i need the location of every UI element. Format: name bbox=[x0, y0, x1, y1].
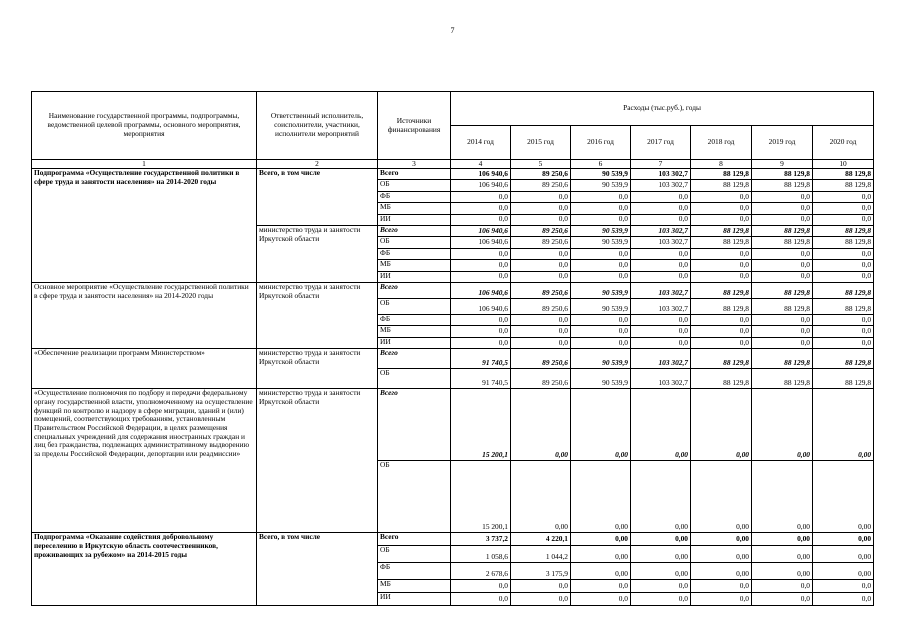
source-cell: ИИ bbox=[378, 271, 451, 282]
value-cell: 88 129,8 bbox=[691, 169, 752, 180]
value-cell: 0,00 bbox=[571, 389, 631, 461]
value-cell: 0,0 bbox=[511, 191, 571, 202]
value-cell: 0,0 bbox=[631, 314, 691, 325]
table-row bbox=[32, 169, 874, 180]
column-index-row bbox=[32, 160, 874, 169]
responsible-cell: министерство труда и занятости Иркутской области bbox=[257, 349, 378, 389]
value-cell: 0,0 bbox=[631, 203, 691, 214]
value-cell: 106 940,6 bbox=[451, 237, 511, 248]
value-cell: 90 539,9 bbox=[571, 298, 631, 314]
source-cell: ОБ bbox=[378, 369, 451, 389]
value-cell: 0,00 bbox=[631, 461, 691, 533]
value-cell: 0,00 bbox=[691, 533, 752, 546]
value-cell: 103 302,7 bbox=[631, 369, 691, 389]
value-cell: 0,0 bbox=[571, 248, 631, 259]
value-cell: 0,0 bbox=[451, 260, 511, 271]
value-cell: 0,0 bbox=[691, 214, 752, 225]
source-cell: ФБ bbox=[378, 314, 451, 325]
value-cell: 0,0 bbox=[451, 203, 511, 214]
value-cell: 106 940,6 bbox=[451, 225, 511, 236]
value-cell: 88 129,8 bbox=[752, 180, 813, 191]
value-cell: 0,00 bbox=[631, 533, 691, 546]
value-cell: 0,0 bbox=[752, 214, 813, 225]
value-cell: 88 129,8 bbox=[813, 349, 874, 369]
value-cell: 89 250,6 bbox=[511, 169, 571, 180]
value-cell: 103 302,7 bbox=[631, 282, 691, 298]
value-cell: 89 250,6 bbox=[511, 298, 571, 314]
source-cell: ИИ bbox=[378, 337, 451, 348]
responsible-cell: министерство труда и занятости Иркутской области bbox=[257, 282, 378, 348]
value-cell: 89 250,6 bbox=[511, 237, 571, 248]
value-cell: 0,0 bbox=[511, 203, 571, 214]
value-cell: 0,0 bbox=[631, 271, 691, 282]
value-cell: 0,0 bbox=[813, 248, 874, 259]
column-index: 5 bbox=[511, 160, 571, 169]
value-cell: 0,0 bbox=[813, 593, 874, 606]
table-body bbox=[32, 169, 874, 606]
value-cell: 0,0 bbox=[511, 326, 571, 337]
header-responsible: Ответственный исполнитель, соисполнители, участники, исполнители мероприятий bbox=[257, 92, 378, 160]
value-cell: 0,0 bbox=[571, 593, 631, 606]
value-cell: 0,00 bbox=[752, 546, 813, 563]
value-cell: 0,0 bbox=[451, 593, 511, 606]
value-cell: 0,0 bbox=[813, 314, 874, 325]
value-cell: 0,0 bbox=[752, 314, 813, 325]
value-cell: 0,0 bbox=[752, 326, 813, 337]
source-cell: Всего bbox=[378, 533, 451, 546]
source-cell: МБ bbox=[378, 326, 451, 337]
source-cell: МБ bbox=[378, 260, 451, 271]
value-cell: 90 539,9 bbox=[571, 180, 631, 191]
value-cell: 0,0 bbox=[813, 214, 874, 225]
header-year: 2018 год bbox=[691, 126, 752, 160]
value-cell: 0,0 bbox=[691, 337, 752, 348]
value-cell: 0,00 bbox=[631, 563, 691, 580]
value-cell: 0,00 bbox=[571, 461, 631, 533]
source-cell: Всего bbox=[378, 169, 451, 180]
value-cell: 0,0 bbox=[752, 337, 813, 348]
value-cell: 106 940,6 bbox=[451, 282, 511, 298]
value-cell: 0,0 bbox=[752, 248, 813, 259]
value-cell: 0,0 bbox=[451, 248, 511, 259]
source-cell: ФБ bbox=[378, 563, 451, 580]
value-cell: 89 250,6 bbox=[511, 369, 571, 389]
value-cell: 3 175,9 bbox=[511, 563, 571, 580]
source-cell: ОБ bbox=[378, 461, 451, 533]
value-cell: 90 539,9 bbox=[571, 282, 631, 298]
value-cell: 0,0 bbox=[451, 314, 511, 325]
value-cell: 90 539,9 bbox=[571, 349, 631, 369]
value-cell: 0,0 bbox=[631, 191, 691, 202]
value-cell: 88 129,8 bbox=[813, 369, 874, 389]
value-cell: 0,0 bbox=[691, 271, 752, 282]
value-cell: 103 302,7 bbox=[631, 169, 691, 180]
value-cell: 0,0 bbox=[511, 214, 571, 225]
value-cell: 0,0 bbox=[451, 271, 511, 282]
value-cell: 0,0 bbox=[511, 580, 571, 593]
source-cell: Всего bbox=[378, 349, 451, 369]
value-cell: 88 129,8 bbox=[813, 169, 874, 180]
value-cell: 0,0 bbox=[511, 271, 571, 282]
source-cell: ФБ bbox=[378, 248, 451, 259]
column-index: 3 bbox=[378, 160, 451, 169]
value-cell: 88 129,8 bbox=[691, 237, 752, 248]
source-cell: ФБ bbox=[378, 191, 451, 202]
value-cell: 0,0 bbox=[451, 580, 511, 593]
value-cell: 0,00 bbox=[813, 563, 874, 580]
value-cell: 0,0 bbox=[571, 326, 631, 337]
value-cell: 1 058,6 bbox=[451, 546, 511, 563]
column-index: 1 bbox=[32, 160, 257, 169]
value-cell: 2 678,6 bbox=[451, 563, 511, 580]
value-cell: 88 129,8 bbox=[691, 298, 752, 314]
value-cell: 0,00 bbox=[631, 546, 691, 563]
value-cell: 1 044,2 bbox=[511, 546, 571, 563]
value-cell: 0,0 bbox=[631, 337, 691, 348]
value-cell: 0,00 bbox=[511, 461, 571, 533]
value-cell: 0,0 bbox=[752, 271, 813, 282]
value-cell: 89 250,6 bbox=[511, 282, 571, 298]
source-cell: Всего bbox=[378, 225, 451, 236]
value-cell: 0,0 bbox=[813, 260, 874, 271]
value-cell: 0,0 bbox=[511, 314, 571, 325]
value-cell: 88 129,8 bbox=[813, 180, 874, 191]
value-cell: 0,0 bbox=[571, 337, 631, 348]
value-cell: 91 740,5 bbox=[451, 369, 511, 389]
value-cell: 0,0 bbox=[691, 203, 752, 214]
value-cell: 88 129,8 bbox=[813, 225, 874, 236]
value-cell: 0,00 bbox=[571, 563, 631, 580]
value-cell: 0,00 bbox=[631, 389, 691, 461]
value-cell: 15 200,1 bbox=[451, 389, 511, 461]
value-cell: 88 129,8 bbox=[752, 298, 813, 314]
value-cell: 0,0 bbox=[813, 337, 874, 348]
value-cell: 0,0 bbox=[691, 248, 752, 259]
value-cell: 0,0 bbox=[451, 337, 511, 348]
source-cell: ОБ bbox=[378, 298, 451, 314]
value-cell: 88 129,8 bbox=[691, 369, 752, 389]
column-index: 10 bbox=[813, 160, 874, 169]
value-cell: 0,0 bbox=[511, 593, 571, 606]
table-row bbox=[32, 389, 874, 461]
responsible-cell: Всего, в том числе bbox=[257, 533, 378, 606]
value-cell: 0,0 bbox=[631, 580, 691, 593]
value-cell: 0,0 bbox=[813, 271, 874, 282]
table-row bbox=[32, 533, 874, 546]
header-year: 2020 год bbox=[813, 126, 874, 160]
value-cell: 88 129,8 bbox=[813, 282, 874, 298]
value-cell: 88 129,8 bbox=[752, 282, 813, 298]
value-cell: 0,00 bbox=[813, 533, 874, 546]
value-cell: 106 940,6 bbox=[451, 169, 511, 180]
column-index: 2 bbox=[257, 160, 378, 169]
column-index: 4 bbox=[451, 160, 511, 169]
value-cell: 0,0 bbox=[813, 580, 874, 593]
source-cell: ИИ bbox=[378, 593, 451, 606]
value-cell: 0,0 bbox=[631, 326, 691, 337]
value-cell: 0,0 bbox=[571, 203, 631, 214]
value-cell: 0,0 bbox=[571, 260, 631, 271]
value-cell: 103 302,7 bbox=[631, 237, 691, 248]
value-cell: 0,0 bbox=[752, 580, 813, 593]
value-cell: 0,0 bbox=[451, 214, 511, 225]
responsible-cell: министерство труда и занятости Иркутской области bbox=[257, 225, 378, 282]
value-cell: 0,0 bbox=[752, 203, 813, 214]
header-year: 2019 год bbox=[752, 126, 813, 160]
value-cell: 0,00 bbox=[571, 533, 631, 546]
column-index: 9 bbox=[752, 160, 813, 169]
value-cell: 91 740,5 bbox=[451, 349, 511, 369]
value-cell: 0,0 bbox=[691, 314, 752, 325]
value-cell: 0,0 bbox=[631, 214, 691, 225]
value-cell: 0,0 bbox=[691, 580, 752, 593]
header-sources: Источники финансирования bbox=[378, 92, 451, 160]
row-name-cell: Подпрограмма «Оказание содействия добровольному переселению в Иркутскую область соотечественников, проживающих за рубежом» на 2014-2015 годы bbox=[32, 533, 257, 606]
budget-table bbox=[31, 91, 874, 606]
source-cell: МБ bbox=[378, 203, 451, 214]
value-cell: 88 129,8 bbox=[752, 169, 813, 180]
value-cell: 0,0 bbox=[571, 580, 631, 593]
header-year: 2015 год bbox=[511, 126, 571, 160]
value-cell: 0,0 bbox=[691, 260, 752, 271]
value-cell: 89 250,6 bbox=[511, 349, 571, 369]
column-index: 6 bbox=[571, 160, 631, 169]
value-cell: 88 129,8 bbox=[752, 349, 813, 369]
row-name-cell: Подпрограмма «Осуществление государственной политики в сфере труда и занятости населения» на 2014-2020 годы bbox=[32, 169, 257, 283]
source-cell: ИИ bbox=[378, 214, 451, 225]
value-cell: 0,0 bbox=[813, 203, 874, 214]
value-cell: 90 539,9 bbox=[571, 225, 631, 236]
column-index: 8 bbox=[691, 160, 752, 169]
value-cell: 88 129,8 bbox=[691, 225, 752, 236]
value-cell: 0,0 bbox=[631, 260, 691, 271]
value-cell: 103 302,7 bbox=[631, 180, 691, 191]
value-cell: 0,0 bbox=[691, 191, 752, 202]
source-cell: ОБ bbox=[378, 180, 451, 191]
row-name-cell: «Обеспечение реализации программ Министерством» bbox=[32, 349, 257, 389]
responsible-cell: министерство труда и занятости Иркутской области bbox=[257, 389, 378, 533]
value-cell: 0,0 bbox=[813, 326, 874, 337]
row-name-cell: «Осуществление полномочия по подбору и передачи федеральному органу государственной власти, уполномоченному на осуществление функций по контролю и надзору в сфере миграции, зданий и (или) помещений, соответствующих требованиям, установленным Правительством Российской Федерации, в целях размещения специальных учреждений для содержания иностранных граждан и лиц без гражданства, подлежащих административному выдворению за пределы Российской Федерации, депортации или реадмиссии» bbox=[32, 389, 257, 533]
source-cell: Всего bbox=[378, 389, 451, 461]
row-name-cell: Основное мероприятие «Осуществление государственной политики в сфере труда и занятости населения» на 2014-2020 годы bbox=[32, 282, 257, 348]
value-cell: 0,00 bbox=[752, 563, 813, 580]
value-cell: 0,0 bbox=[511, 337, 571, 348]
value-cell: 88 129,8 bbox=[813, 298, 874, 314]
value-cell: 15 200,1 bbox=[451, 461, 511, 533]
value-cell: 88 129,8 bbox=[813, 237, 874, 248]
value-cell: 0,00 bbox=[691, 389, 752, 461]
source-cell: Всего bbox=[378, 282, 451, 298]
header-expenses: Расходы (тыс.руб.), годы bbox=[451, 92, 874, 126]
value-cell: 0,0 bbox=[571, 271, 631, 282]
responsible-cell: Всего, в том числе bbox=[257, 169, 378, 226]
value-cell: 0,0 bbox=[571, 191, 631, 202]
source-cell: ОБ bbox=[378, 546, 451, 563]
value-cell: 88 129,8 bbox=[691, 282, 752, 298]
value-cell: 0,0 bbox=[752, 260, 813, 271]
value-cell: 103 302,7 bbox=[631, 349, 691, 369]
header-year: 2017 год bbox=[631, 126, 691, 160]
header-year: 2014 год bbox=[451, 126, 511, 160]
value-cell: 0,00 bbox=[813, 461, 874, 533]
value-cell: 88 129,8 bbox=[691, 349, 752, 369]
value-cell: 0,00 bbox=[752, 389, 813, 461]
value-cell: 103 302,7 bbox=[631, 225, 691, 236]
value-cell: 90 539,9 bbox=[571, 369, 631, 389]
value-cell: 0,0 bbox=[571, 314, 631, 325]
table-row bbox=[32, 349, 874, 369]
value-cell: 0,00 bbox=[571, 546, 631, 563]
value-cell: 0,0 bbox=[691, 326, 752, 337]
table-row bbox=[32, 282, 874, 298]
value-cell: 0,0 bbox=[631, 593, 691, 606]
value-cell: 103 302,7 bbox=[631, 298, 691, 314]
value-cell: 3 737,2 bbox=[451, 533, 511, 546]
value-cell: 88 129,8 bbox=[752, 237, 813, 248]
header-name: Наименование государственной программы, подпрограммы, ведомственной целевой программы, основного мероприятия, мероприятия bbox=[32, 92, 257, 160]
source-cell: МБ bbox=[378, 580, 451, 593]
value-cell: 0,00 bbox=[691, 546, 752, 563]
source-cell: ОБ bbox=[378, 237, 451, 248]
column-index: 7 bbox=[631, 160, 691, 169]
value-cell: 88 129,8 bbox=[752, 225, 813, 236]
value-cell: 0,00 bbox=[691, 461, 752, 533]
value-cell: 0,0 bbox=[511, 260, 571, 271]
value-cell: 0,0 bbox=[451, 326, 511, 337]
value-cell: 106 940,6 bbox=[451, 298, 511, 314]
value-cell: 0,0 bbox=[752, 191, 813, 202]
value-cell: 106 940,6 bbox=[451, 180, 511, 191]
value-cell: 90 539,9 bbox=[571, 169, 631, 180]
value-cell: 0,00 bbox=[752, 461, 813, 533]
value-cell: 0,0 bbox=[752, 593, 813, 606]
value-cell: 0,00 bbox=[813, 389, 874, 461]
value-cell: 0,00 bbox=[691, 563, 752, 580]
value-cell: 0,0 bbox=[451, 191, 511, 202]
value-cell: 89 250,6 bbox=[511, 180, 571, 191]
value-cell: 0,0 bbox=[631, 248, 691, 259]
value-cell: 0,0 bbox=[571, 214, 631, 225]
page-number: 7 bbox=[450, 26, 455, 35]
value-cell: 0,00 bbox=[813, 546, 874, 563]
value-cell: 88 129,8 bbox=[691, 180, 752, 191]
value-cell: 0,00 bbox=[752, 533, 813, 546]
value-cell: 0,00 bbox=[511, 389, 571, 461]
value-cell: 0,0 bbox=[511, 248, 571, 259]
header-year: 2016 год bbox=[571, 126, 631, 160]
value-cell: 90 539,9 bbox=[571, 237, 631, 248]
value-cell: 89 250,6 bbox=[511, 225, 571, 236]
value-cell: 4 220,1 bbox=[511, 533, 571, 546]
value-cell: 88 129,8 bbox=[752, 369, 813, 389]
value-cell: 0,0 bbox=[691, 593, 752, 606]
value-cell: 0,0 bbox=[813, 191, 874, 202]
